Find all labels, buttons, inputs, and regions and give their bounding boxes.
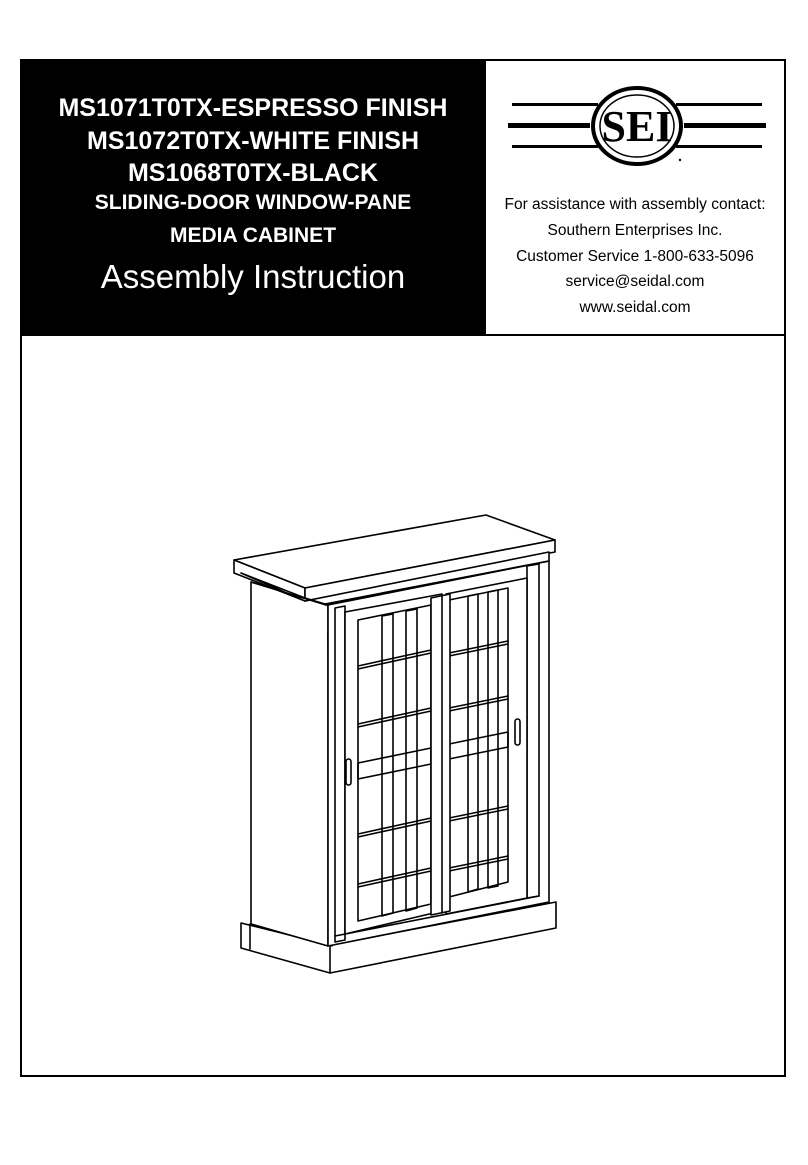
logo-text: SEI <box>601 102 673 151</box>
cabinet-side-panel <box>251 582 335 946</box>
title-block <box>22 61 484 334</box>
contact-block <box>484 61 784 334</box>
cover-frame <box>20 59 786 1077</box>
company-name: Southern Enterprises Inc. <box>547 222 723 239</box>
model-white: MS1072T0TX-WHITE FINISH <box>87 127 419 155</box>
cabinet-illustration <box>22 336 784 1075</box>
contact-intro: For assistance with assembly contact: <box>504 196 766 213</box>
header <box>22 61 784 336</box>
model-black: MS1068T0TX-BLACK <box>127 159 379 187</box>
customer-service-phone: Customer Service 1-800-633-5096 <box>516 248 754 265</box>
left-sliding-door <box>345 594 442 934</box>
product-name-line-2: MEDIA CABINET <box>169 224 337 247</box>
product-name-line-1: SLIDING-DOOR WINDOW-PANE <box>94 191 412 214</box>
door-meeting-stile <box>431 594 450 915</box>
model-espresso: MS1071T0TX-ESPRESSO FINISH <box>58 94 448 122</box>
sei-logo <box>508 83 766 169</box>
website-link[interactable]: www.seidal.com <box>579 299 691 316</box>
document-title: Assembly Instruction <box>100 258 406 295</box>
right-sliding-door <box>446 578 527 914</box>
support-email[interactable]: service@seidal.com <box>565 273 705 290</box>
